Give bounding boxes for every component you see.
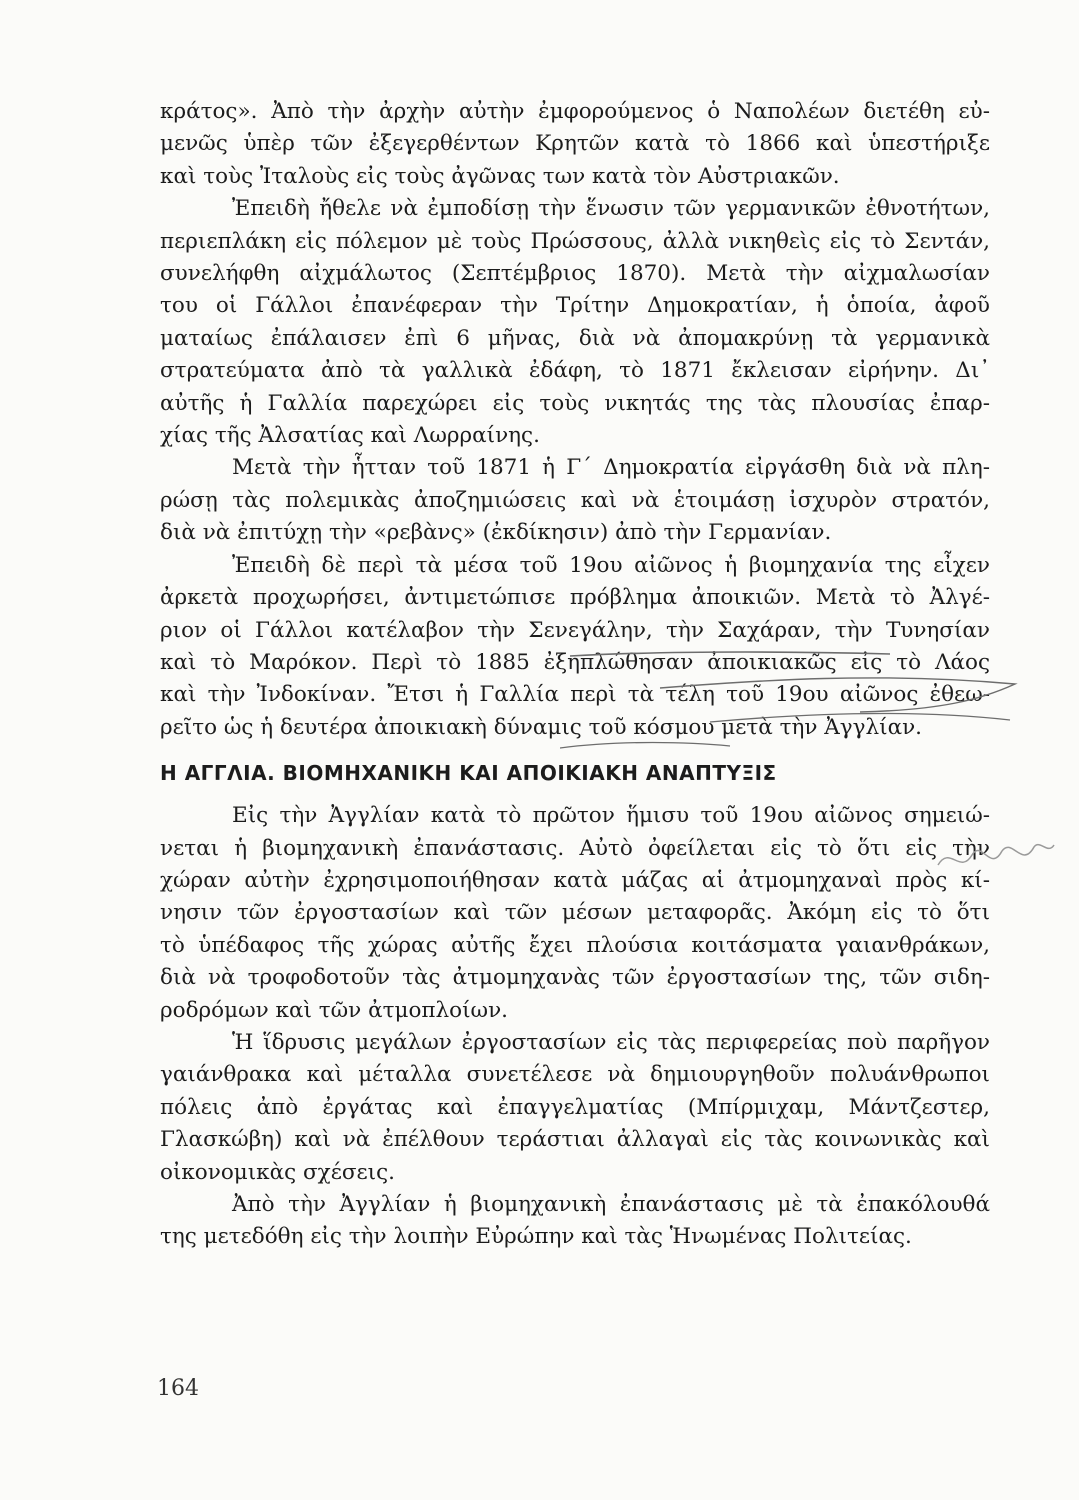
text-line: διὰ νὰ τροφοδοτοῦν τὰς ἀτμομηχανὰς τῶν ἐργοστασίων της, τῶν σιδη- — [160, 965, 990, 991]
paragraph — [160, 96, 990, 193]
paragraph — [160, 1189, 990, 1254]
text-line: Γλασκώβη) καὶ νὰ ἐπέλθουν τεράστιαι ἀλλαγαὶ εἰς τὰς κοινωνικὰς καὶ — [160, 1127, 990, 1153]
paragraph — [160, 800, 990, 1027]
text-line: καὶ τοὺς Ἰταλοὺς εἰς τοὺς ἀγῶνας των κατὰ τὸν Αὐστριακῶν. — [160, 163, 840, 189]
text-line: ρεῖτο ὡς ἡ δευτέρα ἀποικιακὴ δύναμις τοῦ κόσμου μετὰ τὴν Ἀγγλίαν. — [160, 714, 922, 740]
page-number: 164 — [157, 1376, 199, 1401]
page-body — [160, 96, 990, 1254]
text-line: μενῶς ὑπὲρ τῶν ἐξεγερθέντων Κρητῶν κατὰ τὸ 1866 καὶ ὑπεστήριξε — [160, 131, 990, 157]
paragraph — [160, 1027, 990, 1189]
text-line: ματαίως ἐπάλαισεν ἐπὶ 6 μῆνας, διὰ νὰ ἀπομακρύνῃ τὰ γερμανικὰ — [160, 325, 990, 351]
paragraph — [160, 550, 990, 744]
text-line: καὶ τὸ Μαρόκον. Περὶ τὸ 1885 ἐξηπλώθησαν ἀποικιακῶς εἰς τὸ Λάος — [160, 649, 990, 675]
text-line: διὰ νὰ ἐπιτύχῃ τὴν «ρεβὰνς» (ἐκδίκησιν) ἀπὸ τὴν Γερμανίαν. — [160, 520, 832, 546]
text-line: ροδρόμων καὶ τῶν ἀτμοπλοίων. — [160, 997, 508, 1023]
text-line: περιεπλάκη εἰς πόλεμον μὲ τοὺς Πρώσσους, ἀλλὰ νικηθεὶς εἰς τὸ Σεντάν, — [160, 228, 990, 254]
text-line: νεται ἡ βιομηχανικὴ ἐπανάστασις. Αὐτὸ ὀφείλεται εἰς τὸ ὅτι εἰς τὴν — [160, 835, 990, 861]
paragraph — [160, 193, 990, 452]
text-line: τὸ ὑπέδαφος τῆς χώρας αὐτῆς ἔχει πλούσια κοιτάσματα γαιανθράκων, — [160, 932, 990, 958]
text-line: Μετὰ τὴν ἧτταν τοῦ 1871 ἡ Γ΄ Δημοκρατία εἰργάσθη διὰ νὰ πλη- — [232, 455, 990, 481]
text-line: Ἐπειδὴ ἤθελε νὰ ἐμποδίσῃ τὴν ἕνωσιν τῶν γερμανικῶν ἐθνοτήτων, — [232, 196, 990, 222]
text-line: ριον οἱ Γάλλοι κατέλαβον τὴν Σενεγάλην, τὴν Σαχάραν, τὴν Τυνησίαν — [160, 617, 990, 643]
text-line: οἰκονομικὰς σχέσεις. — [160, 1159, 395, 1185]
text-line: Ἐπειδὴ δὲ περὶ τὰ μέσα τοῦ 19ου αἰῶνος ἡ βιομηχανία της εἶχεν — [232, 552, 990, 578]
text-line: πόλεις ἀπὸ ἐργάτας καὶ ἐπαγγελματίας (Μπίρμιχαμ, Μάντζεστερ, — [160, 1094, 990, 1120]
text-line: καὶ τὴν Ἰνδοκίναν. Ἔτσι ἡ Γαλλία περὶ τὰ τέλη τοῦ 19ου αἰῶνος ἐθεω- — [160, 682, 990, 708]
text-line: Ἀπὸ τὴν Ἀγγλίαν ἡ βιομηχανικὴ ἐπανάστασις μὲ τὰ ἐπακόλουθά — [232, 1192, 990, 1217]
text-line: χώραν αὐτὴν ἐχρησιμοποιήθησαν κατὰ μάζας αἱ ἀτμομηχαναὶ πρὸς κί- — [160, 867, 990, 893]
section-heading: Η ΑΓΓΛΙΑ. ΒΙΟΜΗΧΑΝΙΚΗ ΚΑΙ ΑΠΟΙΚΙΑΚΗ ΑΝΑΠΤΥΞΙΣ — [160, 761, 777, 786]
text-line: ρώσῃ τὰς πολεμικὰς ἀποζημιώσεις καὶ νὰ ἑτοιμάσῃ ἰσχυρὸν στρατόν, — [160, 487, 990, 513]
text-line: ἀρκετὰ προχωρήσει, ἀντιμετώπισε πρόβλημα ἀποικιῶν. Μετὰ τὸ Ἀλγέ- — [160, 585, 990, 611]
text-line: της μετεδόθη εἰς τὴν λοιπὴν Εὐρώπην καὶ τὰς Ἡνωμένας Πολιτείας. — [160, 1224, 912, 1250]
text-line: γαιάνθρακα καὶ μέταλλα συνετέλεσε νὰ δημιουργηθοῦν πολυάνθρωποι — [160, 1062, 990, 1088]
text-line: νησιν τῶν ἐργοστασίων καὶ τῶν μέσων μεταφορᾶς. Ἀκόμη εἰς τὸ ὅτι — [160, 900, 990, 926]
text-line: Εἰς τὴν Ἀγγλίαν κατὰ τὸ πρῶτον ἥμισυ τοῦ 19ου αἰῶνος σημειώ- — [232, 803, 990, 829]
paragraph — [160, 452, 990, 549]
text-line: συνελήφθη αἰχμάλωτος (Σεπτέμβριος 1870). Μετὰ τὴν αἰχμαλωσίαν — [160, 261, 990, 287]
text-line: του οἱ Γάλλοι ἐπανέφεραν τὴν Τρίτην Δημοκρατίαν, ἡ ὁποία, ἀφοῦ — [160, 293, 990, 319]
text-line: χίας τῆς Ἀλσατίας καὶ Λωρραίνης. — [160, 423, 540, 449]
text-line: στρατεύματα ἀπὸ τὰ γαλλικὰ ἐδάφη, τὸ 1871 ἔκλεισαν εἰρήνην. Δι᾿ — [160, 358, 990, 384]
text-line: Ἡ ἵδρυσις μεγάλων ἐργοστασίων εἰς τὰς περιφερείας ποὺ παρῆγον — [232, 1029, 990, 1055]
text-line: κράτος». Ἀπὸ τὴν ἀρχὴν αὐτὴν ἐμφορούμενος ὁ Ναπολέων διετέθη εὐ- — [160, 99, 990, 124]
text-line: αὐτῆς ἡ Γαλλία παρεχώρει εἰς τοὺς νικητάς της τὰς πλουσίας ἐπαρ- — [160, 390, 990, 416]
